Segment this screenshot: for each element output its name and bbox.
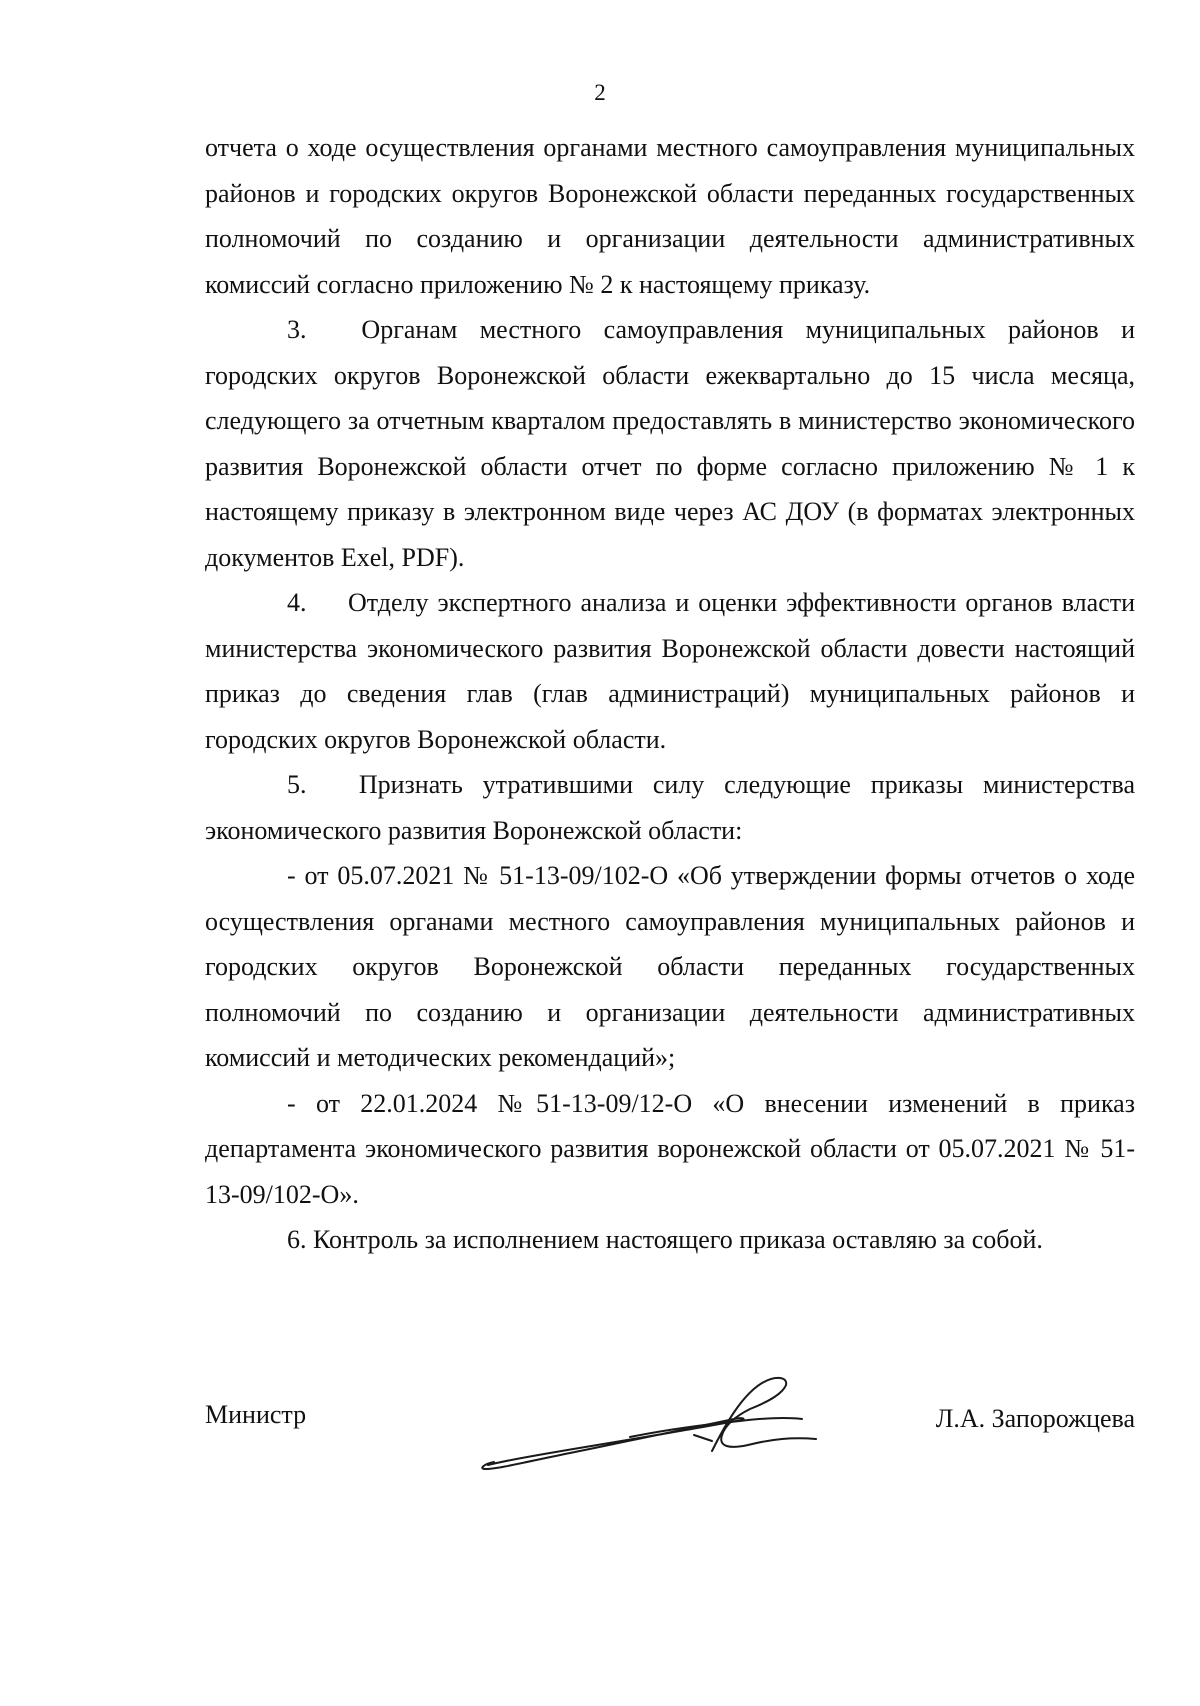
- paragraph-item-5: [205, 762, 1135, 853]
- paragraph-item-6: [205, 1217, 1135, 1263]
- paragraph-text: Контроль за исполнением настоящего приказа оставляю за собой.: [313, 1225, 1043, 1254]
- paragraph-item-4: [205, 580, 1135, 762]
- paragraph-text: Признать утратившими силу следующие приказы министерства экономического развития Воронежской области:: [205, 770, 1136, 845]
- paragraph-text: Отделу экспертного анализа и оценки эффективности органов власти министерства экономического развития Воронежской области довести настоящий приказ до сведения глав (глав администраций) муниципальных районов и городских округов Воронежской области.: [205, 588, 1136, 754]
- document-body: [205, 125, 1135, 1263]
- page-number: 2: [594, 80, 606, 105]
- paragraph-number: 6.: [287, 1225, 307, 1254]
- paragraph-text: Органам местного самоуправления муниципальных районов и городских округов Воронежской области ежеквартально до 15 числа месяца, следующего за отчетным кварталом предоставлять в министерство экономического развития Воронежской области отчет по форме согласно приложению № 1 к настоящему приказу в электронном виде через АС ДОУ (в форматах электронных документов Exel, PDF).: [205, 315, 1135, 572]
- signature-block: [205, 1390, 1135, 1510]
- signatory-name: Л.А. Запорожцева: [935, 1404, 1135, 1433]
- paragraph-number: 4.: [287, 588, 307, 617]
- signatory-title: Министр: [205, 1400, 307, 1429]
- handwritten-signature: [480, 1365, 820, 1485]
- paragraph-text: - от 22.01.2024 №51-13-09/12-О «О внесении изменений в приказ департамента экономического развития воронежской области от 05.07.2021 № 51-13-09/102-О».: [205, 1088, 1135, 1209]
- paragraph-repealed-order-1: [205, 853, 1135, 1081]
- paragraph-text: отчета о ходе осуществления органами местного самоуправления муниципальных районов и городских округов Воронежской области переданных государственных полномочий по созданию и организации деятельности административных комиссий согласно приложению № 2 к настоящему приказу.: [205, 133, 1135, 299]
- paragraph-number: 5.: [287, 770, 307, 799]
- paragraph-continuation: [205, 125, 1135, 307]
- paragraph-item-3: [205, 307, 1135, 580]
- paragraph-number: 3.: [287, 315, 307, 344]
- paragraph-text: - от 05.07.2021 № 51-13-09/102-О «Об утверждении формы отчетов о ходе осуществления органами местного самоуправления муниципальных районов и городских округов Воронежской области переданных государственных полномочий по созданию и организации деятельности административных комиссий и методических рекомендаций»;: [205, 861, 1135, 1072]
- paragraph-repealed-order-2: [205, 1081, 1135, 1218]
